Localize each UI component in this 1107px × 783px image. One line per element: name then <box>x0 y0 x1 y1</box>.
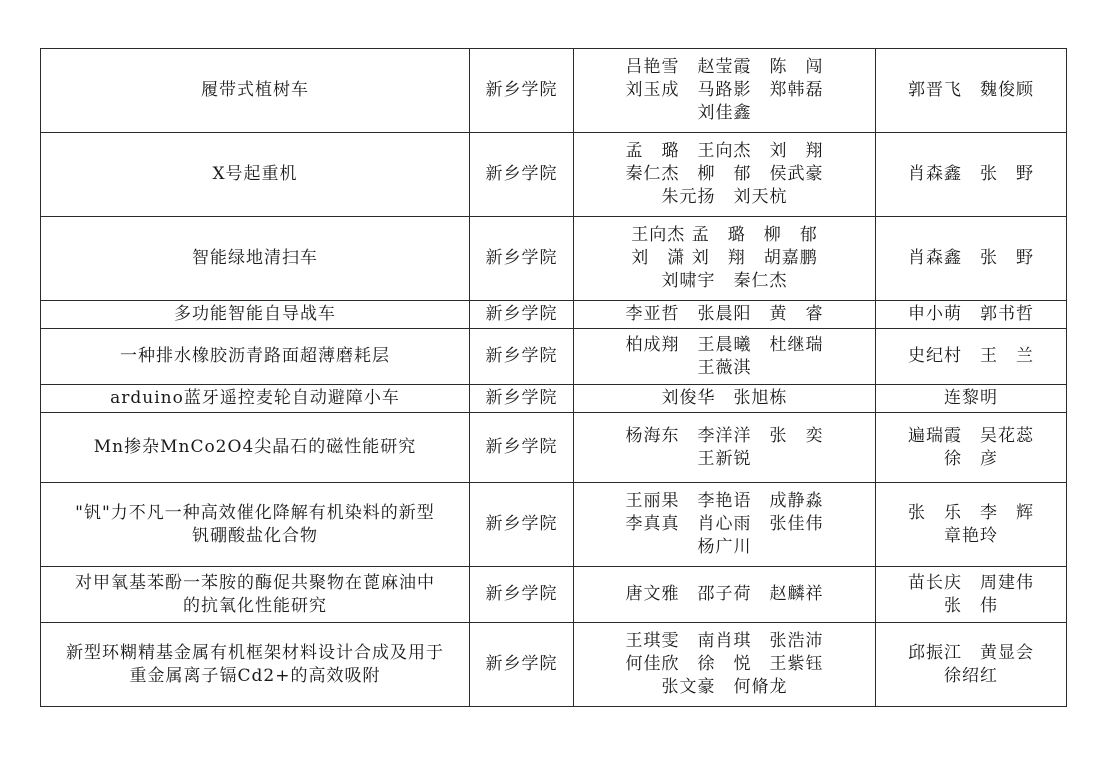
members-cell <box>574 133 876 217</box>
members-line: 朱元扬 刘天杭 <box>661 187 788 207</box>
advisors-cell <box>876 49 1067 133</box>
project-line: 多功能智能自导战车 <box>174 304 336 324</box>
project-line: X号起重机 <box>212 164 298 184</box>
advisors-line: 邱振江 黄显会 <box>908 642 1034 663</box>
members-cell <box>574 329 876 385</box>
members-line: 王丽果 李艳语 成静淼 <box>625 491 824 511</box>
members-line: 刘玉成 马路影 郑韩磊 <box>625 80 824 100</box>
members-line: 秦仁杰 柳 郁 侯武豪 <box>625 164 824 184</box>
members-line: 孟 璐 王向杰 刘 翔 <box>625 141 824 161</box>
project-line: 新型环糊精基金属有机框架材料设计合成及用于 <box>66 642 444 663</box>
school-cell: 新乡学院 <box>470 133 574 217</box>
members-line: 杨广川 <box>697 537 752 557</box>
project-cell <box>41 567 470 623</box>
advisors-cell <box>876 483 1067 567</box>
school-cell: 新乡学院 <box>470 301 574 329</box>
project-cell <box>41 329 470 385</box>
advisors-line: 史纪村 王 兰 <box>908 346 1034 366</box>
table-row <box>41 217 1067 301</box>
project-cell <box>41 301 470 329</box>
members-line: 王琪雯 南肖琪 张浩沛 <box>625 631 824 651</box>
members-line: 张文豪 何脩龙 <box>661 677 788 697</box>
members-line: 何佳欣 徐 悦 王紫钰 <box>625 654 824 674</box>
members-line: 李真真 肖心雨 张佳伟 <box>625 514 824 534</box>
advisors-line: 张 乐 李 辉 <box>908 502 1034 523</box>
project-line: 履带式植树车 <box>201 80 309 100</box>
members-cell <box>574 217 876 301</box>
members-cell <box>574 413 876 483</box>
advisors-line: 连黎明 <box>944 388 998 408</box>
table-row <box>41 329 1067 385</box>
advisors-cell <box>876 623 1067 707</box>
advisors-line: 肖森鑫 张 野 <box>908 248 1034 268</box>
members-line: 杨海东 李洋洋 张 奕 <box>625 425 824 446</box>
members-line: 刘俊华 张旭栋 <box>661 388 788 408</box>
project-line: arduino蓝牙遥控麦轮自动避障小车 <box>110 388 400 408</box>
advisors-line: 徐 彦 <box>944 448 998 469</box>
project-line: Mn掺杂MnCo2O4尖晶石的磁性能研究 <box>93 437 417 457</box>
school-cell: 新乡学院 <box>470 49 574 133</box>
project-cell <box>41 413 470 483</box>
members-cell <box>574 49 876 133</box>
project-cell <box>41 133 470 217</box>
table-row <box>41 385 1067 413</box>
table-row <box>41 623 1067 707</box>
members-line: 王薇淇 <box>697 357 752 378</box>
project-line: "钒"力不凡一种高效催化降解有机染料的新型 <box>75 502 435 523</box>
table-row <box>41 301 1067 329</box>
members-line: 王新锐 <box>697 448 752 469</box>
project-line: 的抗氧化性能研究 <box>183 595 327 616</box>
members-line: 刘啸宇 秦仁杰 <box>661 271 788 291</box>
school-cell: 新乡学院 <box>470 385 574 413</box>
award-table <box>40 48 1067 707</box>
advisors-line: 苗长庆 周建伟 <box>908 572 1034 593</box>
project-cell <box>41 49 470 133</box>
advisors-line: 肖森鑫 张 野 <box>908 164 1034 184</box>
advisors-cell <box>876 329 1067 385</box>
project-line: 对甲氧基苯酚一苯胺的酶促共聚物在蓖麻油中 <box>75 572 435 593</box>
advisors-cell <box>876 385 1067 413</box>
members-line: 唐文雅 邵子荷 赵麟祥 <box>625 584 824 604</box>
advisors-line: 章艳玲 <box>944 525 998 546</box>
advisors-cell <box>876 567 1067 623</box>
advisors-cell <box>876 413 1067 483</box>
school-cell: 新乡学院 <box>470 413 574 483</box>
table-row <box>41 483 1067 567</box>
table-row <box>41 567 1067 623</box>
members-line: 刘 潇 刘 翔 胡嘉鹏 <box>631 248 818 268</box>
members-line: 柏成翔 王晨曦 杜继瑞 <box>625 334 824 355</box>
school-cell: 新乡学院 <box>470 329 574 385</box>
advisors-cell <box>876 217 1067 301</box>
table-row <box>41 413 1067 483</box>
advisors-line: 郭晋飞 魏俊顾 <box>908 80 1034 100</box>
school-cell: 新乡学院 <box>470 483 574 567</box>
school-cell: 新乡学院 <box>470 217 574 301</box>
project-line: 重金属离子镉Cd2+的高效吸附 <box>129 665 381 686</box>
school-cell: 新乡学院 <box>470 567 574 623</box>
advisors-line: 张 伟 <box>944 595 998 616</box>
advisors-line: 遍瑞霞 吴花蕊 <box>908 425 1034 446</box>
project-cell <box>41 483 470 567</box>
members-cell <box>574 483 876 567</box>
project-cell <box>41 217 470 301</box>
table-row <box>41 49 1067 133</box>
advisors-cell <box>876 301 1067 329</box>
table-row <box>41 133 1067 217</box>
members-line: 王向杰 孟 璐 柳 郁 <box>631 225 818 245</box>
members-cell <box>574 623 876 707</box>
school-cell: 新乡学院 <box>470 623 574 707</box>
members-line: 李亚哲 张晨阳 黄 睿 <box>625 304 824 324</box>
advisors-cell <box>876 133 1067 217</box>
members-line: 吕艳雪 赵莹霞 陈 闯 <box>625 57 824 77</box>
project-cell <box>41 385 470 413</box>
project-line: 一种排水橡胶沥青路面超薄磨耗层 <box>120 346 390 366</box>
members-cell <box>574 385 876 413</box>
advisors-line: 徐绍红 <box>944 665 998 686</box>
project-line: 钒硼酸盐化合物 <box>192 525 318 546</box>
members-cell <box>574 567 876 623</box>
project-line: 智能绿地清扫车 <box>192 248 318 268</box>
members-cell <box>574 301 876 329</box>
advisors-line: 申小萌 郭书哲 <box>908 304 1034 324</box>
project-cell <box>41 623 470 707</box>
members-line: 刘佳鑫 <box>697 103 752 123</box>
